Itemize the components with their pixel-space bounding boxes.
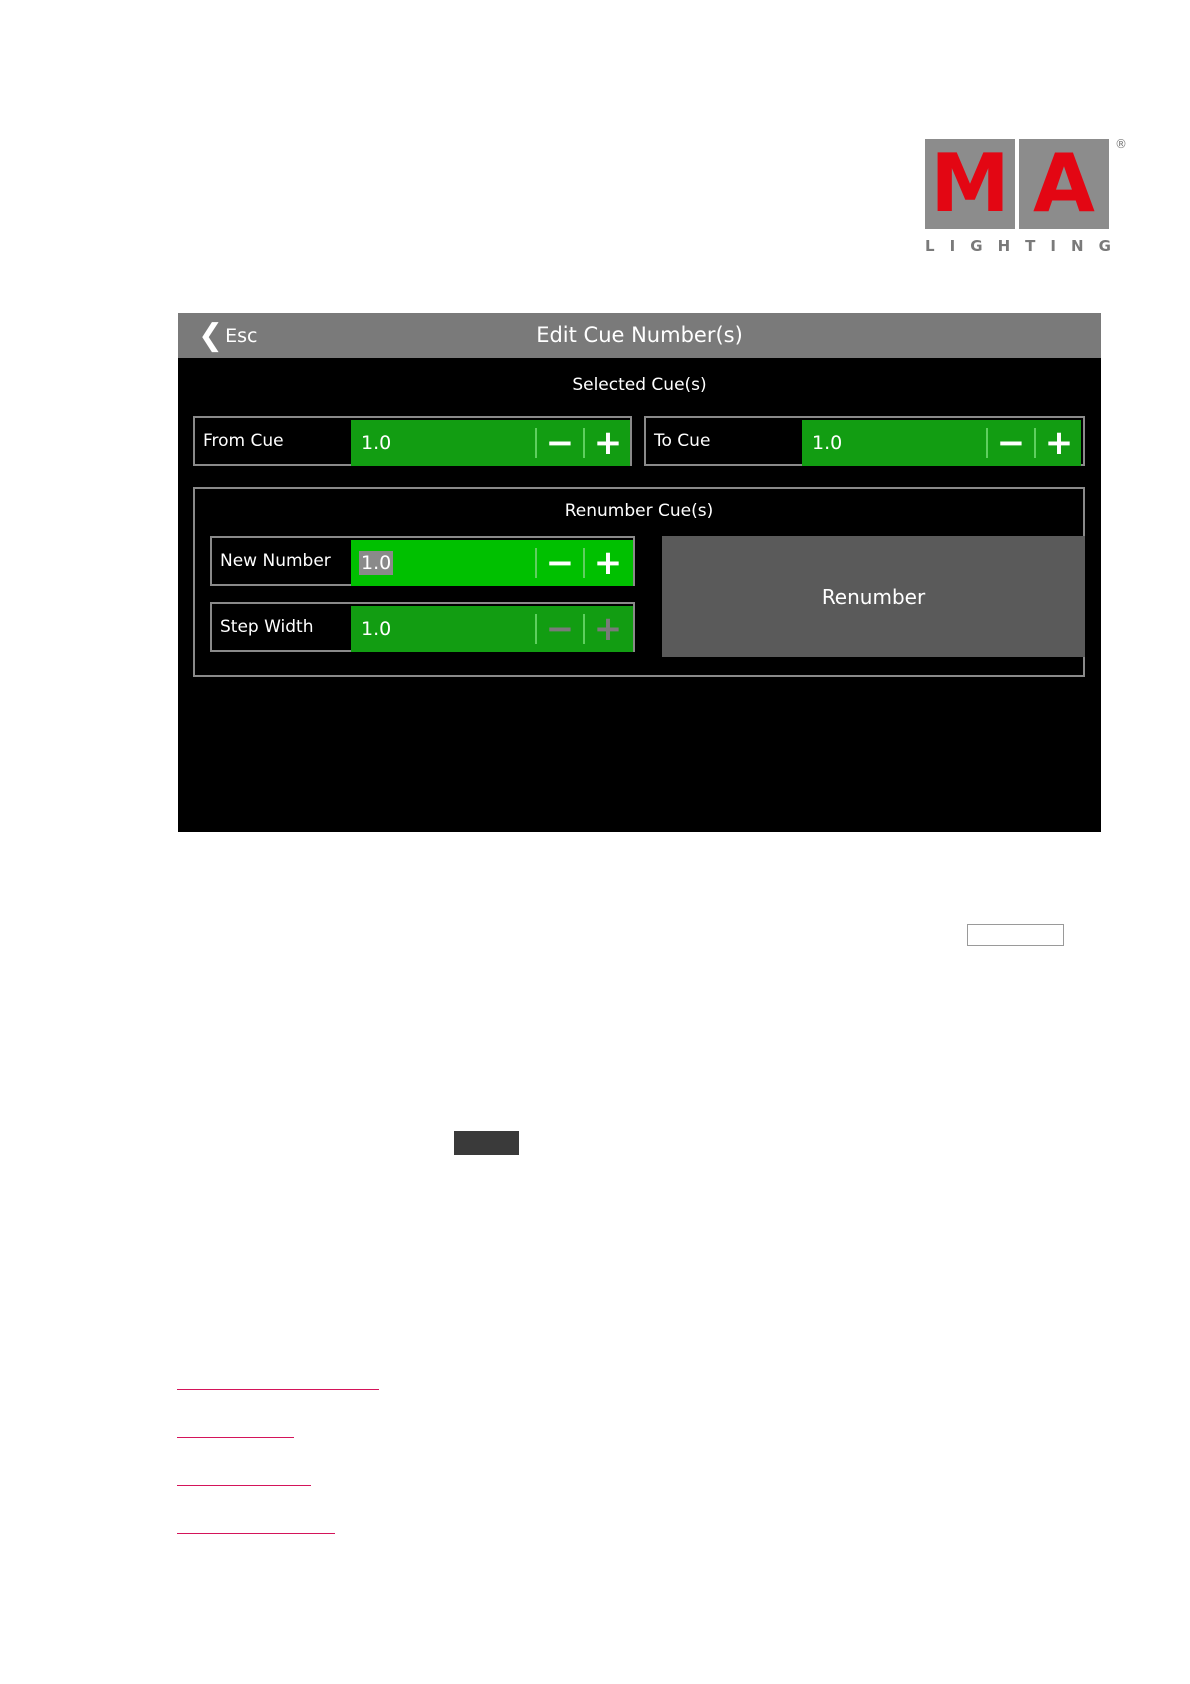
step-width-label: Step Width [220, 617, 314, 637]
link-underline[interactable] [177, 1485, 311, 1486]
to-cue-decrement-button[interactable] [988, 420, 1034, 466]
to-cue-value-box[interactable] [802, 420, 1081, 466]
minus-icon: − [545, 609, 575, 649]
from-cue-value[interactable]: 1.0 [361, 432, 392, 454]
new-number-value-box[interactable] [351, 540, 633, 586]
step-width-field [210, 602, 635, 652]
outlined-key-box [967, 924, 1064, 946]
plus-icon: + [593, 423, 623, 463]
step-width-decrement-button[interactable] [537, 606, 583, 652]
minus-icon: − [545, 423, 575, 463]
new-number-increment-button[interactable] [585, 540, 631, 586]
logo-m-tile: M [925, 139, 1015, 229]
logo-subtitle [925, 237, 1111, 255]
link-underline[interactable] [177, 1437, 294, 1438]
link-underline[interactable] [177, 1389, 379, 1390]
plus-icon: + [593, 609, 623, 649]
dark-key-box [454, 1131, 519, 1155]
edit-cue-number-dialog [178, 313, 1101, 832]
logo-subtitle-letter: G [970, 237, 983, 255]
logo-subtitle-letter: N [1071, 237, 1084, 255]
to-cue-value[interactable]: 1.0 [812, 432, 843, 454]
from-cue-value-box[interactable] [351, 420, 630, 466]
logo-subtitle-letter: I [1050, 237, 1057, 255]
logo-subtitle-letter: H [997, 237, 1011, 255]
plus-icon: + [1044, 423, 1074, 463]
from-cue-decrement-button[interactable] [537, 420, 583, 466]
from-cue-field [193, 416, 632, 466]
logo-subtitle-letter: T [1025, 237, 1036, 255]
esc-button[interactable] [198, 319, 258, 353]
from-cue-label: From Cue [203, 431, 284, 451]
new-number-value[interactable]: 1.0 [361, 552, 392, 574]
plus-icon: + [593, 543, 623, 583]
to-cue-increment-button[interactable] [1036, 420, 1082, 466]
logo-subtitle-letter: L [925, 237, 935, 255]
step-width-value-box[interactable] [351, 606, 633, 652]
selected-cues-heading: Selected Cue(s) [572, 375, 707, 395]
logo-subtitle-letter: G [1098, 237, 1111, 255]
new-number-decrement-button[interactable] [537, 540, 583, 586]
new-number-label: New Number [220, 551, 331, 571]
renumber-button[interactable]: Renumber [662, 536, 1085, 657]
link-underline[interactable] [177, 1533, 335, 1534]
new-number-field [210, 536, 635, 586]
chevron-left-icon: ❮ [198, 318, 224, 353]
step-width-increment-button[interactable] [585, 606, 631, 652]
dialog-title: Edit Cue Number(s) [536, 323, 743, 347]
from-cue-increment-button[interactable] [585, 420, 631, 466]
step-width-value[interactable]: 1.0 [361, 618, 392, 640]
minus-icon: − [545, 543, 575, 583]
logo-subtitle-letter: I [949, 237, 956, 255]
ma-lighting-logo [925, 137, 1130, 259]
renumber-cues-group [193, 487, 1085, 677]
to-cue-label: To Cue [654, 431, 711, 451]
registered-mark: ® [1115, 137, 1127, 151]
esc-label: Esc [225, 325, 258, 347]
to-cue-field [644, 416, 1085, 466]
logo-a-tile: A [1019, 139, 1109, 229]
minus-icon: − [996, 423, 1026, 463]
renumber-cues-heading: Renumber Cue(s) [564, 501, 714, 521]
dialog-title-bar [178, 313, 1101, 358]
